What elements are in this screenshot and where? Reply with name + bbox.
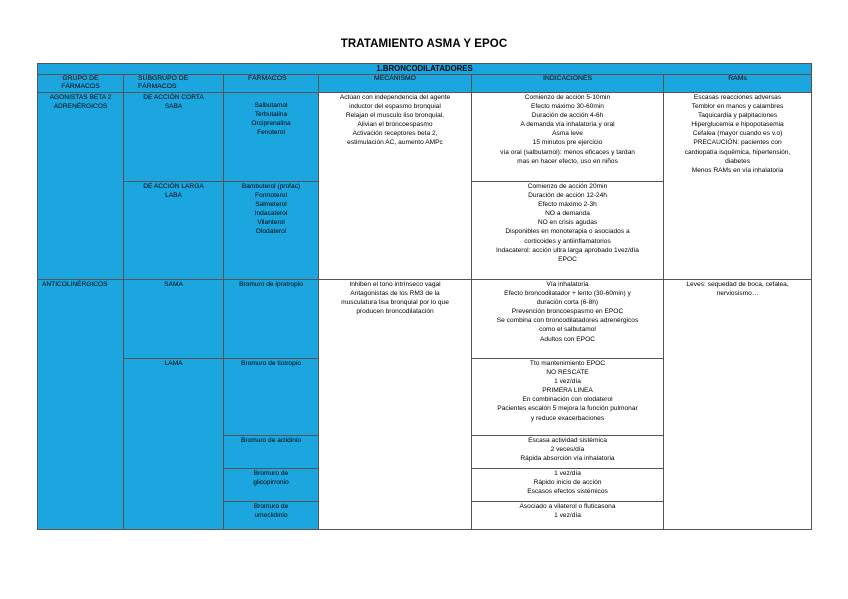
- drug-glicopirronio: Bromuro de glicopirronio: [224, 469, 319, 502]
- mechanism-anticolinergicos: Inhiben el tono intrínseco vagal Antagonistas de los RM3 de la musculatura lisa bronquial por lo que producen broncodilatación: [319, 280, 472, 530]
- drug-ipratropio: Bromuro de ipratropio: [224, 280, 319, 359]
- drug-umeclidinio: Bromuro de umeclidinio: [224, 502, 319, 530]
- group-agonistas-beta2: AGONISTAS BETA 2 ADRENÉRGICOS: [38, 93, 124, 280]
- mechanism-agonistas: Actúan con independencia del agente inductor del espasmo bronquial Relajan el musculo liso bronquial. Alivian el broncoespasmo Activación receptores beta 2, estimulación AC, aumento AMPc: [319, 93, 472, 280]
- header-mecanismo: MECANISMO: [319, 75, 472, 93]
- indications-tiotropio: Tto mantenimiento EPOC NO RESCATE 1 vez/día PRIMERA LINEA En combinación con olodaterol Pacientes escalón 5 mejora la función pulmonar y reduce exacerbaciones: [472, 359, 664, 436]
- indications-umeclidinio: Asociado a vilaterol o fluticasona 1 vez/día: [472, 502, 664, 530]
- indications-laba: Comienzo de acción 20min Duración de acción 12-24h Efecto máximo 2-3h NO a demanda NO en crisis agudas Disponibles en monoterapia o asociados a corticoides y antiinflamatorios Indacaterol: acción ultra larga aprobado 1vez/día EPOC: [472, 182, 664, 280]
- rams-agonistas: Escasas reacciones adversas Temblor en manos y calambres Taquicardia y palpitaciones Hiperglucemia e hipopotasemia Cefalea (mayor cuando es v.o) PRECAUCIÓN: pacientes con cardiopatía isquémica, hipertensión, diabetes Menos RAMs en vía inhalatoria: [664, 93, 812, 280]
- header-rams: RAMs: [664, 75, 812, 93]
- indications-saba: Comienzo de acción 5-10min Efecto máximo 30-60min Duración de acción 4-6h A demanda vía inhalatoria y oral Asma leve 15 minutos pre ejercicio vía oral (salbutamol): menos eficaces y tardan mas en hacer efecto, uso en niños: [472, 93, 664, 182]
- drug-tiotropio: Bromuro de tiotropio: [224, 359, 319, 436]
- subgroup-lama: LAMA: [124, 359, 224, 530]
- header-grupo: GRUPO DE FÁRMACOS: [38, 75, 124, 93]
- indications-glicopirronio: 1 vez/día Rápido inicio de acción Escasos efectos sistémicos: [472, 469, 664, 502]
- drugs-laba: Bambuterol (profac) Formoterol Salmeterol Indacaterol Vilanterol Olodaterol: [224, 182, 319, 280]
- subgroup-sama: SAMA: [124, 280, 224, 359]
- subgroup-laba: DE ACCIÓN LARGA LABA: [124, 182, 224, 280]
- indications-sama: Vía inhalatoria Efecto broncodilatador + lento (30-60min) y duración corta (6-8h) Prevención broncoespasmo en EPOC Se combina con broncodilatadores adrenérgicos como el salbutamol Adultos con EPOC: [472, 280, 664, 359]
- drugs-saba: Salbutamol Terbutalina Orciprenalina Fenoterol: [224, 93, 319, 182]
- rams-anticolinergicos: Leves: sequedad de boca, cefalea, nerviosismo…: [664, 280, 812, 530]
- section-header: 1.BRONCODILATADORES: [38, 64, 812, 75]
- drug-aclidinio: Bromuro de aclidinio: [224, 436, 319, 469]
- header-subgrupo: SUBGRUPO DE FÁRMACOS: [124, 75, 224, 93]
- header-indicaciones: INDICACIONES: [472, 75, 664, 93]
- page-title: TRATAMIENTO ASMA Y EPOC: [340, 38, 508, 50]
- indications-aclidinio: Escasa actividad sistémica 2 veces/día Rápida absorción vía inhalatoria: [472, 436, 664, 469]
- header-farmacos: FÁRMACOS: [224, 75, 319, 93]
- subgroup-saba: DE ACCIÓN CORTA SABA: [124, 93, 224, 182]
- treatment-table: [37, 63, 812, 530]
- group-anticolinergicos: ANTICOLINÉRGICOS: [38, 280, 124, 530]
